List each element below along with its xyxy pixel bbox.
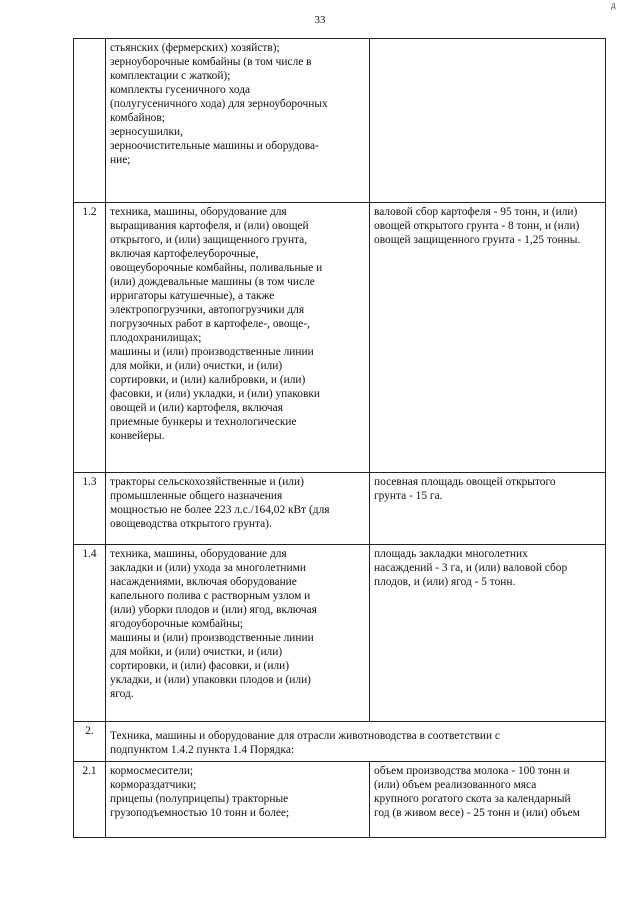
equipment-cell [106,545,370,722]
text-line: овощей открытого грунта - 8 тонн, и (или) [374,220,580,232]
table-row [74,545,606,722]
text-line: закладки и (или) ухода за многолетними [110,562,306,574]
table-row [74,473,606,545]
criteria-cell [370,39,606,203]
criteria-cell [370,473,606,545]
text-line: сортировки, и (или) калибровки, и (или) [110,374,306,386]
text-line: выращивания картофеля, и (или) овощей [110,220,309,232]
text-line: площадь закладки многолетних [374,548,528,560]
text-line: машины и (или) производственные линии [110,346,314,358]
text-line: капельного полива с растворным узлом и [110,590,311,602]
criteria-cell [370,545,606,722]
row-number: 2. [74,722,106,762]
text-line: подпунктом 1.4.2 пункта 1.4 Порядка: [110,744,295,756]
text-line: плодохранилищах; [110,332,202,344]
text-line: насаждений - 3 га, и (или) валовой сбор [374,562,568,574]
text-line: приемные бункеры и технологические [110,416,297,428]
text-line: ягодоуборочные комбайны; [110,618,244,630]
text-line: насаждениями, включая оборудование [110,576,297,588]
row-number: 1.4 [74,545,106,722]
text-line: (полугусеничного хода) для зерноуборочных [110,98,328,110]
text-line: погрузочных работ в картофеле-, овоще-, [110,318,311,330]
text-line: зерноуборочные комбайны (в том числе в [110,56,312,68]
table-row [74,203,606,473]
page-number: 33 [314,14,326,26]
row-number [74,39,106,203]
table-row [74,722,606,762]
criteria-cell [370,762,606,838]
text-line: машины и (или) производственные линии [110,632,314,644]
text-line: техника, машины, оборудование для [110,548,287,560]
text-line: включая картофелеуборочные, [110,248,259,260]
text-line: крупного рогатого скота за календарный [374,793,571,805]
text-line: (или) объем реализованного мяса [374,779,537,791]
equipment-table [73,38,606,838]
text-line: год (в живом весе) - 25 тонн и (или) объем [374,807,580,819]
corner-mark: д [611,0,616,10]
text-line: фасовки, и (или) укладки, и (или) упаковки [110,388,320,400]
row-number: 1.2 [74,203,106,473]
text-line: (или) уборки плодов и (или) ягод, включая [110,604,317,616]
text-line: тракторы сельскохозяйственные и (или) [110,476,304,488]
text-line: овощеуборочные комбайны, поливальные и [110,262,323,274]
text-line: валовой сбор картофеля - 95 тонн, и (или) [374,206,578,218]
row-number: 2.1 [74,762,106,838]
text-line: для мойки, и (или) очистки, и (или) [110,646,283,658]
text-line: зерноочистительные машины и оборудова- [110,140,319,152]
text-line: кормосмесители; [110,765,194,777]
text-line: прицепы (полуприцепы) тракторные [110,793,289,805]
text-line: плодов, и (или) ягод - 5 тонн. [374,576,516,588]
text-line: грунта - 15 га. [374,490,443,502]
text-line: открытого, и (или) защищенного грунта, [110,234,308,246]
text-line: ирригаторы катушечные), а также [110,290,275,302]
text-line: стьянских (фермерских) хозяйств); [110,42,280,54]
text-line: объем производства молока - 100 тонн и [374,765,570,777]
text-line: овощей защищенного грунта - 1,25 тонны. [374,234,581,246]
row-number: 1.3 [74,473,106,545]
text-line: кормораздатчики; [110,779,197,791]
text-line: ние; [110,154,131,166]
text-line: мощностью не более 223 л.с./164,02 кВт (для [110,504,330,516]
text-line: сортировки, и (или) фасовки, и (или) [110,660,290,672]
equipment-cell [106,203,370,473]
text-line: техника, машины, оборудование для [110,206,287,218]
text-line: для мойки, и (или) очистки, и (или) [110,360,283,372]
text-line: (или) дождевальные машины (в том числе [110,276,315,288]
equipment-cell [106,473,370,545]
equipment-cell [106,762,370,838]
text-line: комплекты гусеничного хода [110,84,251,96]
equipment-cell [106,39,370,203]
text-line: овощей и (или) картофеля, включая [110,402,283,414]
section-heading [106,722,606,762]
text-line: грузоподъемностью 10 тонн и более; [110,807,290,819]
text-line: зерносушилки, [110,126,183,138]
text-line: комбайнов; [110,112,165,124]
criteria-cell [370,203,606,473]
text-line: комплектации с жаткой); [110,70,231,82]
text-line: укладки, и (или) упаковки плодов и (или) [110,674,311,686]
table-row [74,762,606,838]
text-line: промышленные общего назначения [110,490,283,502]
table-row [74,39,606,203]
text-line: конвейеры. [110,430,165,442]
text-line: электропогрузчики, автопогрузчики для [110,304,305,316]
text-line: посевная площадь овощей открытого [374,476,556,488]
text-line: овощеводства открытого грунта). [110,518,272,530]
text-line: ягод. [110,688,134,700]
text-line: Техника, машины и оборудование для отрасли животноводства в соответствии с [110,730,500,742]
